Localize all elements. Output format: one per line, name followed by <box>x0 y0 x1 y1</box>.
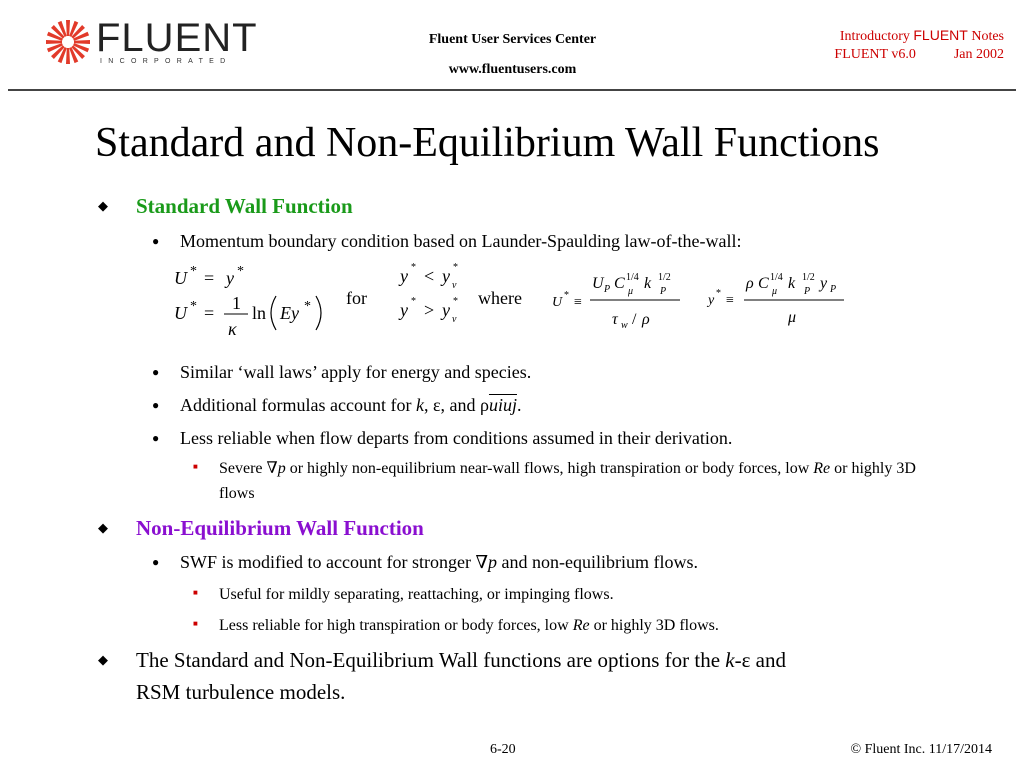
svg-text:ρ: ρ <box>746 275 754 292</box>
header-divider <box>8 89 1016 91</box>
bullet-text: The Standard and Non-Equilibrium Wall functions are options for the k-ε and RSM turbulence models. <box>136 648 787 704</box>
bullet-text: Additional formulas account for k, ε, and ρuiuj. <box>180 395 522 415</box>
dot-bullet-icon: ● <box>152 234 160 248</box>
copyright: © Fluent Inc. 11/17/2014 <box>850 742 992 757</box>
page-number: 6-20 <box>490 742 516 757</box>
header-right-line1: Introductory FLUENT Notes <box>839 27 1004 44</box>
diamond-bullet-icon: ◆ <box>98 520 108 535</box>
subbullet-less-reliable <box>193 613 919 638</box>
svg-text:U: U <box>174 303 187 323</box>
svg-text:μ: μ <box>772 286 778 297</box>
svg-text:y: y <box>226 268 234 288</box>
svg-text:w: w <box>621 320 628 331</box>
wall-function-equations <box>160 258 880 348</box>
svg-text:/: / <box>632 311 637 328</box>
svg-text:>: > <box>424 300 435 320</box>
header-right <box>784 26 1004 64</box>
dot-bullet-icon: ● <box>152 365 160 379</box>
square-bullet-icon: ■ <box>193 619 198 628</box>
bullet-text: Less reliable for high transpiration or body forces, low Re or highly 3D flows. <box>219 617 719 634</box>
svg-text:C: C <box>614 275 625 292</box>
section-options <box>98 644 956 708</box>
svg-text:y: y <box>708 293 715 308</box>
svg-text:v: v <box>452 314 457 325</box>
bullet-text: SWF is modified to account for stronger ∇p and non-equilibrium flows. <box>180 552 698 572</box>
svg-text:U: U <box>174 268 187 288</box>
svg-text:where: where <box>478 288 522 308</box>
bullet-text: Severe ∇p or highly non-equilibrium near-wall flows, high transpiration or body forces, low Re or highly 3D flows <box>219 460 916 502</box>
subbullet-useful <box>193 582 919 607</box>
svg-text:C: C <box>758 275 769 292</box>
bullet-text: Momentum boundary condition based on Launder-Spaulding law-of-the-wall: <box>180 231 742 251</box>
svg-text:k: k <box>644 275 652 292</box>
svg-text:*: * <box>453 262 458 273</box>
svg-text:μ: μ <box>628 286 634 297</box>
diamond-bullet-icon: ◆ <box>98 198 108 213</box>
svg-text:U: U <box>592 275 604 292</box>
svg-text:ρ: ρ <box>642 311 650 328</box>
svg-text:*: * <box>453 296 458 307</box>
svg-text:*: * <box>304 299 311 314</box>
dot-bullet-icon: ● <box>152 555 160 569</box>
svg-text:P: P <box>604 284 611 295</box>
bullet-text: Useful for mildly separating, reattaching, or impinging flows. <box>219 586 614 603</box>
svg-text:κ: κ <box>228 319 237 339</box>
svg-text:y: y <box>400 300 408 320</box>
svg-text:1/4: 1/4 <box>626 272 639 283</box>
svg-text:*: * <box>411 262 416 273</box>
svg-text:*: * <box>716 288 721 299</box>
bullet-text: Less reliable when flow departs from conditions assumed in their derivation. <box>180 428 733 448</box>
header-right-line2: FLUENT v6.0 Jan 2002 <box>834 47 1004 62</box>
svg-text:*: * <box>411 296 416 307</box>
section-heading: Standard Wall Function <box>136 194 353 218</box>
svg-text:Ey: Ey <box>280 303 299 323</box>
diamond-bullet-icon: ◆ <box>98 652 108 667</box>
section-heading: Non-Equilibrium Wall Function <box>136 516 424 540</box>
svg-text:≡: ≡ <box>574 295 582 310</box>
svg-text:*: * <box>190 299 197 314</box>
section-non-equilibrium-wall-function <box>98 512 424 544</box>
header-center-line2: www.fluentusers.com <box>448 62 577 77</box>
svg-text:=: = <box>204 268 215 288</box>
bullet-less-reliable <box>152 426 733 450</box>
header-center-line1: Fluent User Services Center <box>428 32 597 47</box>
svg-text:1: 1 <box>232 293 241 313</box>
dot-bullet-icon: ● <box>152 398 160 412</box>
svg-text:P: P <box>830 284 837 295</box>
bullet-text: Similar ‘wall laws’ apply for energy and species. <box>180 362 532 382</box>
square-bullet-icon: ■ <box>193 588 198 597</box>
svg-text:for: for <box>346 288 367 308</box>
bullet-additional-formulas <box>152 393 522 417</box>
svg-text:P: P <box>804 286 811 297</box>
svg-text:*: * <box>237 264 244 279</box>
svg-text:1/2: 1/2 <box>802 272 815 283</box>
logo-wordmark: FLUENT <box>96 16 258 60</box>
svg-text:1/4: 1/4 <box>770 272 783 283</box>
svg-text:k: k <box>788 275 796 292</box>
dot-bullet-icon: ● <box>152 431 160 445</box>
slide-title: Standard and Non-Equilibrium Wall Functions <box>95 120 880 166</box>
svg-text:τ: τ <box>612 311 618 328</box>
svg-text:y: y <box>442 300 450 320</box>
svg-text:P: P <box>660 286 667 297</box>
header-center <box>395 25 630 85</box>
svg-text:*: * <box>190 264 197 279</box>
svg-text:y: y <box>442 266 450 286</box>
logo-subtitle: INCORPORATED <box>100 58 232 65</box>
bullet-momentum <box>152 229 742 253</box>
section-standard-wall-function <box>98 190 353 222</box>
svg-text:μ: μ <box>788 309 797 326</box>
svg-text:=: = <box>204 303 215 323</box>
svg-text:≡: ≡ <box>726 293 734 308</box>
bullet-swf-modified <box>152 550 698 574</box>
svg-text:*: * <box>564 290 569 301</box>
subbullet-severe <box>193 456 919 506</box>
svg-text:y: y <box>400 266 408 286</box>
svg-text:1/2: 1/2 <box>658 272 671 283</box>
svg-text:y: y <box>820 275 828 292</box>
svg-text:v: v <box>452 280 457 291</box>
bullet-wall-laws <box>152 360 532 384</box>
svg-text:U: U <box>552 295 563 310</box>
svg-text:ln: ln <box>252 303 267 323</box>
square-bullet-icon: ■ <box>193 462 198 471</box>
svg-text:<: < <box>424 266 435 286</box>
